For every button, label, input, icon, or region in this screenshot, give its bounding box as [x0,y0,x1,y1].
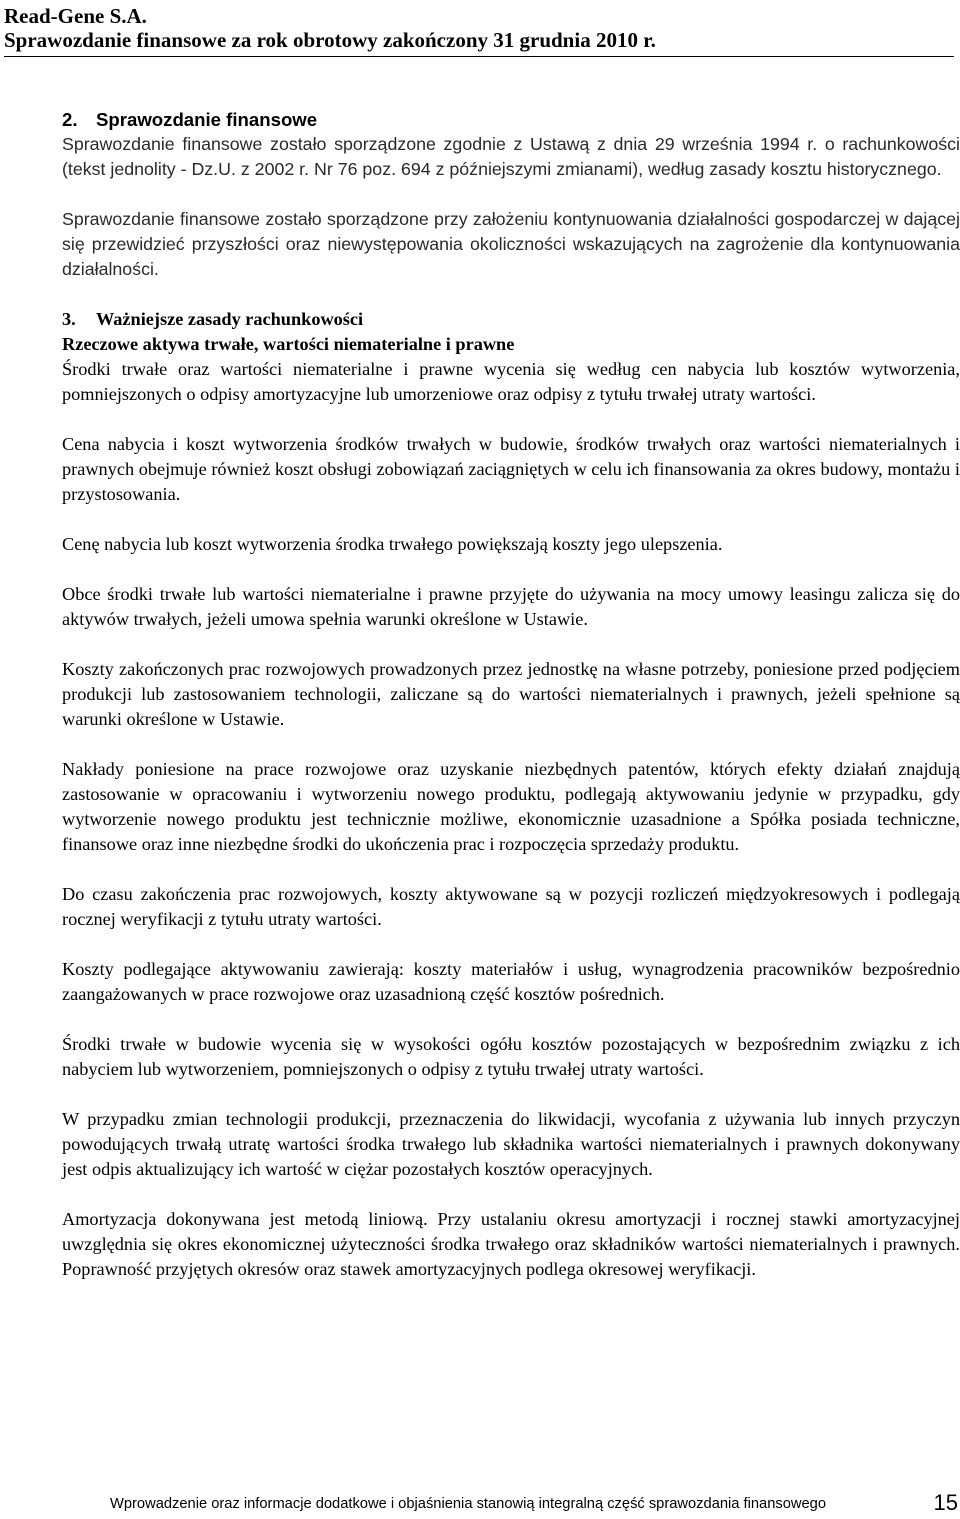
paragraph: Koszty podlegające aktywowaniu zawierają: koszty materiałów i usług, wynagrodzenia pracowników bezpośrednio zaangażowanych w prace rozwojowe oraz uzasadnioną część kosztów pośrednich. [62,959,960,1004]
paragraph: Cenę nabycia lub koszt wytworzenia środka trwałego powiększają koszty jego ulepszenia. [62,534,723,554]
section-3-title: Ważniejsze zasady rachunkowości [96,309,364,329]
paragraph: Do czasu zakończenia prac rozwojowych, koszty aktywowane są w pozycji rozliczeń międzyokresowych i podlegają rocznej weryfikacji z tytułu utraty wartości. [62,884,960,929]
paragraph: W przypadku zmian technologii produkcji, przeznaczenia do likwidacji, wycofania z używania lub innych przyczyn powodujących trwałą utratę wartości środka trwałego lub składnika wartości niematerialnych i prawnych dokonywany jest odpis aktualizujący ich wartość w ciężar pozostałych kosztów operacyjnych. [62,1109,960,1179]
section-3 [62,307,960,1282]
section-2 [62,107,960,282]
paragraph: Obce środki trwałe lub wartości niematerialne i prawne przyjęte do używania na mocy umowy leasingu zalicza się do aktywów trwałych, jeżeli umowa spełnia warunki określone w Ustawie. [62,584,960,629]
section-2-heading [62,107,960,132]
company-name: Read-Gene S.A. [4,4,147,28]
paragraph: Cena nabycia i koszt wytworzenia środków trwałych w budowie, środków trwałych oraz wartości niematerialnych i prawnych obejmuje również koszt obsługi zobowiązań zaciągniętych w celu ich finansowania za okres budowy, montażu i przystosowania. [62,434,960,504]
paragraph: Środki trwałe oraz wartości niematerialne i prawne wycenia się według cen nabycia lub kosztów wytworzenia, pomniejszonych o odpisy amortyzacyjne lub umorzeniowe oraz odpisy z tytułu trwałej utraty wartości. [62,359,960,404]
page-footer: Wprowadzenie oraz informacje dodatkowe i objaśnienia stanowią integralną część sprawozdania finansowego [110,1496,827,1512]
paragraph: Nakłady poniesione na prace rozwojowe oraz uzyskanie niezbędnych patentów, których efekty działań znajdują zastosowanie w opracowaniu i wytworzeniu nowego produktu, podlegają aktywowaniu jedynie w przypadku, gdy wytworzenie nowego produktu jest technicznie możliwe, ekonomicznie uzasadnione a Spółka posiada techniczne, finansowe oraz inne niezbędne środki do ukończenia prac i rozpoczęcia sprzedaży produktu. [62,759,960,854]
page-header [4,4,954,57]
page-number: 15 [933,1490,958,1515]
section-3-subheading: Rzeczowe aktywa trwałe, wartości niematerialne i prawne [62,334,515,354]
report-title: Sprawozdanie finansowe za rok obrotowy zakończony 31 grudnia 2010 r. [4,28,656,52]
section-3-number: 3. [62,309,76,329]
section-2-paragraph-1: Sprawozdanie finansowe zostało sporządzone zgodnie z Ustawą z dnia 29 września 1994 r. o rachunkowości (tekst jednolity - Dz.U. z 2002 r. Nr 76 poz. 694 z późniejszymi zmianami), według zasady kosztu historycznego. [62,134,960,179]
section-2-title: Sprawozdanie finansowe [96,109,318,130]
page-content [62,107,960,1282]
paragraph: Środki trwałe w budowie wycenia się w wysokości ogółu kosztów pozostających w bezpośrednim związku z ich nabyciem lub wytworzeniem, pomniejszonych o odpisy z tytułu trwałej utraty wartości. [62,1034,960,1079]
section-2-number: 2. [62,109,78,130]
paragraph: Koszty zakończonych prac rozwojowych prowadzonych przez jednostkę na własne potrzeby, poniesione przed podjęciem produkcji lub zastosowaniem technologii, zaliczane są do wartości niematerialnych i prawnych, jeżeli spełnione są warunki określone w Ustawie. [62,659,960,729]
section-3-heading [62,307,960,332]
section-2-paragraph-2: Sprawozdanie finansowe zostało sporządzone przy założeniu kontynuowania działalności gospodarczej w dającej się przewidzieć przyszłości oraz niewystępowania okoliczności wskazujących na zagrożenie dla kontynuowania działalności. [62,209,960,279]
paragraph: Amortyzacja dokonywana jest metodą liniową. Przy ustalaniu okresu amortyzacji i rocznej stawki amortyzacyjnej uwzględnia się okres ekonomicznej użyteczności środka trwałego oraz składników wartości niematerialnych i prawnych. Poprawność przyjętych okresów oraz stawek amortyzacyjnych podlega okresowej weryfikacji. [62,1209,960,1279]
